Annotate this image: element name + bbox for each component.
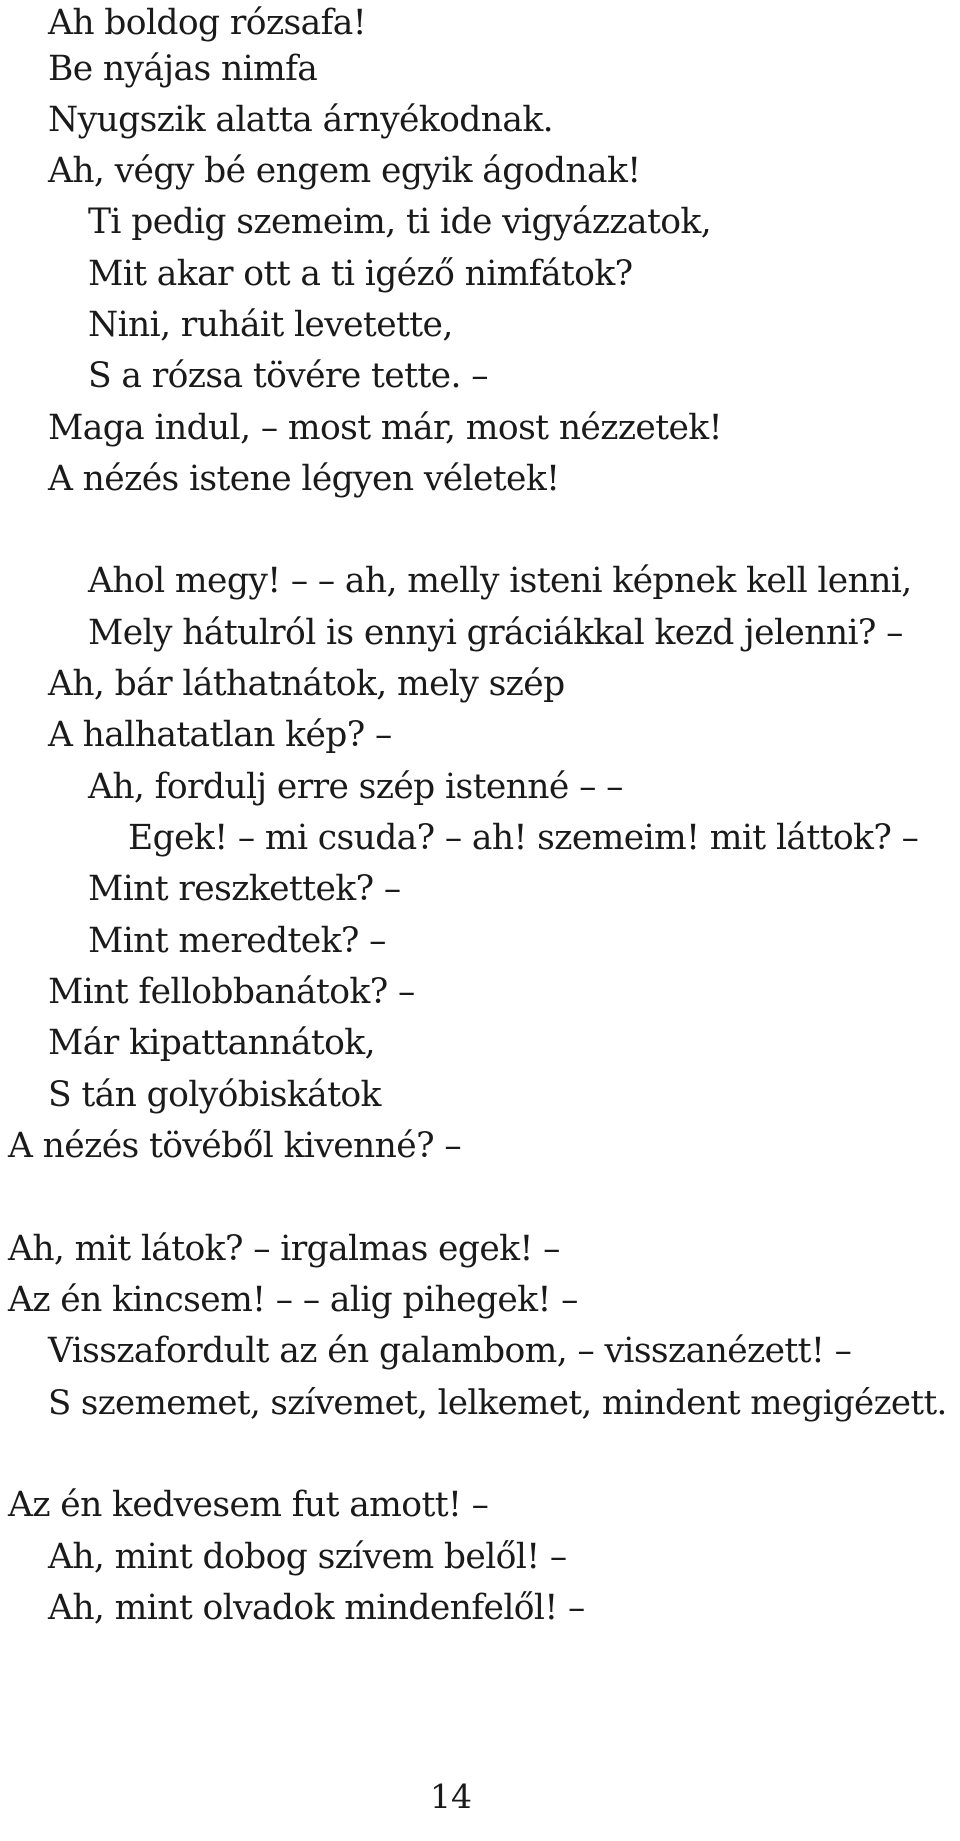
poem-line: Ahol megy! – – ah, melly isteni képnek kell lenni,: [88, 561, 912, 601]
poem-line: Egek! – mi csuda? – ah! szemeim! mit láttok? –: [128, 818, 919, 858]
poem-line: Be nyájas nimfa: [48, 49, 318, 89]
page-number: 14: [430, 1777, 472, 1816]
poem-line: A nézés tövéből kivenné? –: [8, 1126, 461, 1166]
poem-line: Az én kedvesem fut amott! –: [8, 1485, 489, 1525]
poem-line: Mely hátulról is ennyi gráciákkal kezd jelenni? –: [88, 613, 903, 653]
poem-line: S a rózsa tövére tette. –: [88, 356, 488, 396]
poem-line: S tán golyóbiskátok: [48, 1075, 381, 1115]
poem-line: Visszafordult az én galambom, – visszanézett! –: [48, 1331, 852, 1371]
poem-line: A halhatatlan kép? –: [48, 715, 392, 755]
poem-line: Ah, mint olvadok mindenfelől! –: [48, 1588, 585, 1628]
poem-line: Ah, végy bé engem egyik ágodnak!: [48, 151, 641, 191]
poem-line: Ah, mit látok? – irgalmas egek! –: [8, 1229, 560, 1269]
poem-line: Mint fellobbanátok? –: [48, 972, 415, 1012]
poem-line: A nézés istene légyen véletek!: [48, 459, 560, 499]
poem-line: Mit akar ott a ti igéző nimfátok?: [88, 254, 633, 294]
poem-line: Ah, fordulj erre szép istenné – –: [88, 767, 623, 807]
poem-line: Mint meredtek? –: [88, 921, 386, 961]
poem-line: Maga indul, – most már, most nézzetek!: [48, 408, 722, 448]
poem-line: Már kipattannátok,: [48, 1023, 375, 1063]
poem-line: Nyugszik alatta árnyékodnak.: [48, 100, 554, 140]
poem-line: Ti pedig szemeim, ti ide vigyázzatok,: [88, 202, 712, 242]
poem-line: Ah, mint dobog szívem belől! –: [48, 1537, 567, 1577]
poem-line: Mint reszkettek? –: [88, 869, 401, 909]
poem-line: S szememet, szívemet, lelkemet, mindent megigézett.: [48, 1383, 947, 1423]
poem-line: Ah, bár láthatnátok, mely szép: [48, 664, 565, 704]
poem-line: Nini, ruháit levetette,: [88, 305, 453, 345]
poem-line: Az én kincsem! – – alig pihegek! –: [8, 1280, 578, 1320]
poem-line: Ah boldog rózsafa!: [48, 3, 367, 43]
